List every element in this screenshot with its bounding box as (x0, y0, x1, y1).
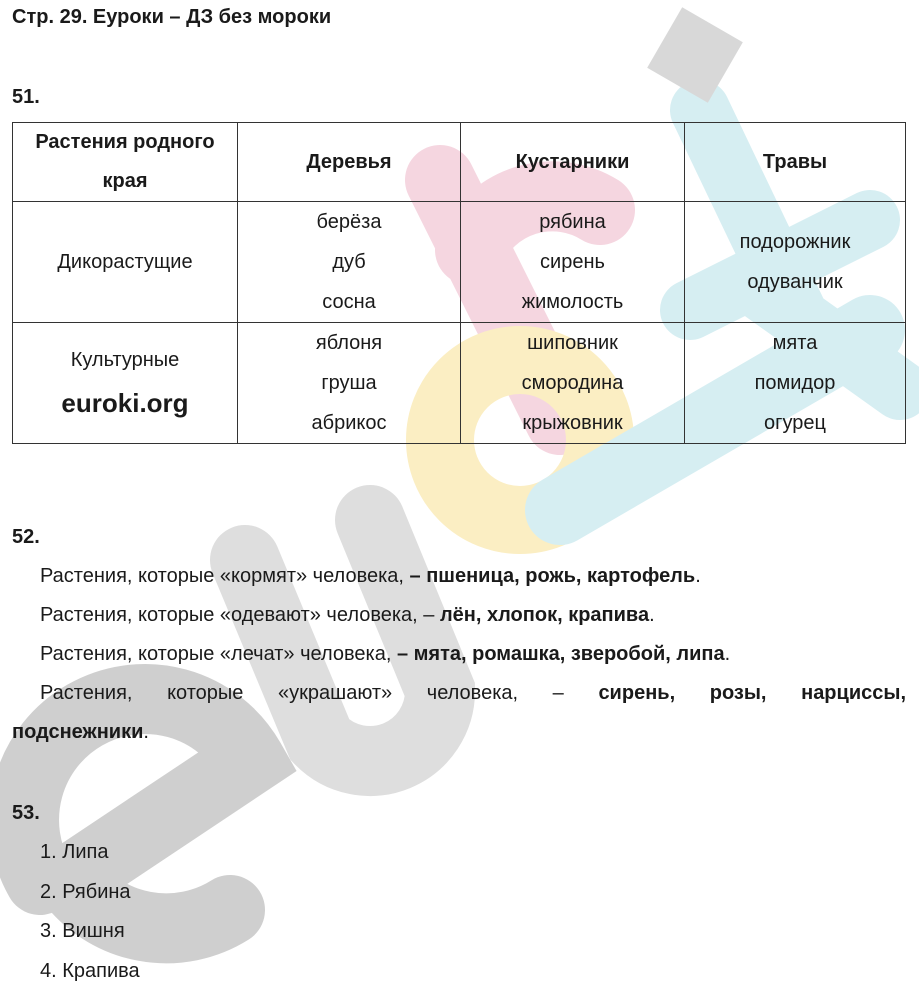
list-item: сосна (322, 291, 376, 313)
header-herbs: Травы (685, 123, 906, 202)
line-prefix: Растения, которые «лечат» человека, (40, 643, 397, 665)
answer-line-decorate-cont (12, 713, 906, 752)
list-item: крыжовник (522, 412, 623, 434)
answer-line-decorate (12, 674, 906, 713)
list-item: 3. Вишня (40, 920, 125, 942)
task-53-list (40, 833, 140, 991)
list-item: 4. Крапива (40, 959, 140, 982)
wild-trees (238, 202, 461, 323)
task-52-number: 52. (12, 526, 40, 548)
list-item: абрикос (311, 412, 387, 434)
line-answer: лён, хлопок, крапива (439, 604, 650, 626)
line-end: . (724, 643, 731, 665)
list-item: смородина (521, 372, 624, 394)
list-item: 2. Рябина (40, 880, 131, 903)
header-trees: Деревья (238, 123, 461, 202)
list-item: груша (321, 372, 377, 394)
list-item: огурец (764, 412, 826, 434)
task-53-number: 53. (12, 802, 40, 824)
line-prefix: Растения, которые «кормят» человека, (40, 565, 410, 587)
page-title: Стр. 29. Еуроки – ДЗ без мороки (12, 6, 332, 28)
list-item: берёза (316, 211, 382, 233)
cultivated-shrubs (461, 323, 685, 444)
line-end: . (695, 565, 701, 587)
header-shrubs: Кустарники (461, 123, 685, 202)
line-prefix: Растения, которые «украшают» человека, – (40, 682, 599, 704)
table-row (13, 202, 906, 323)
list-item: подорожник (739, 231, 851, 253)
list-item: сирень (540, 251, 605, 273)
task-52-text (12, 557, 906, 752)
list-item: жимолость (521, 291, 624, 313)
cultivated-label: Культурные (70, 349, 180, 371)
list-item: 1. Липа (40, 841, 109, 863)
answer-line-feed (12, 557, 906, 596)
plants-table (12, 122, 906, 444)
list-item: рябина (539, 211, 606, 233)
line-end: . (143, 721, 149, 743)
line-answer: сирень, розы, нарциссы, (598, 682, 907, 704)
brand-logo-text: euroki.org (61, 388, 189, 418)
line-answer: – пшеница, рожь, картофель (409, 565, 696, 587)
table-header-row (13, 123, 906, 202)
answer-line-heal (12, 635, 906, 674)
task-51-number: 51. (12, 86, 40, 108)
table-row (13, 323, 906, 444)
list-item: дуб (332, 251, 366, 273)
list-item: одуванчик (747, 271, 843, 293)
line-end: . (649, 604, 655, 626)
line-answer: – мята, ромашка, зверобой, липа (396, 643, 725, 665)
answer-line-clothe (12, 596, 906, 635)
row-label-wild: Дикорастущие (13, 202, 238, 323)
list-item: шиповник (527, 332, 618, 354)
wild-shrubs (461, 202, 685, 323)
list-item: мята (772, 332, 818, 354)
wild-herbs (685, 202, 906, 323)
header-native-plants: Растения родного края (13, 123, 238, 202)
line-answer: подснежники (12, 721, 144, 743)
cultivated-herbs (685, 323, 906, 444)
list-item: яблоня (315, 332, 383, 354)
cultivated-trees (238, 323, 461, 444)
row-label-cultivated (13, 323, 238, 444)
line-prefix: Растения, которые «одевают» человека, – (40, 604, 440, 626)
list-item: помидор (754, 372, 836, 394)
